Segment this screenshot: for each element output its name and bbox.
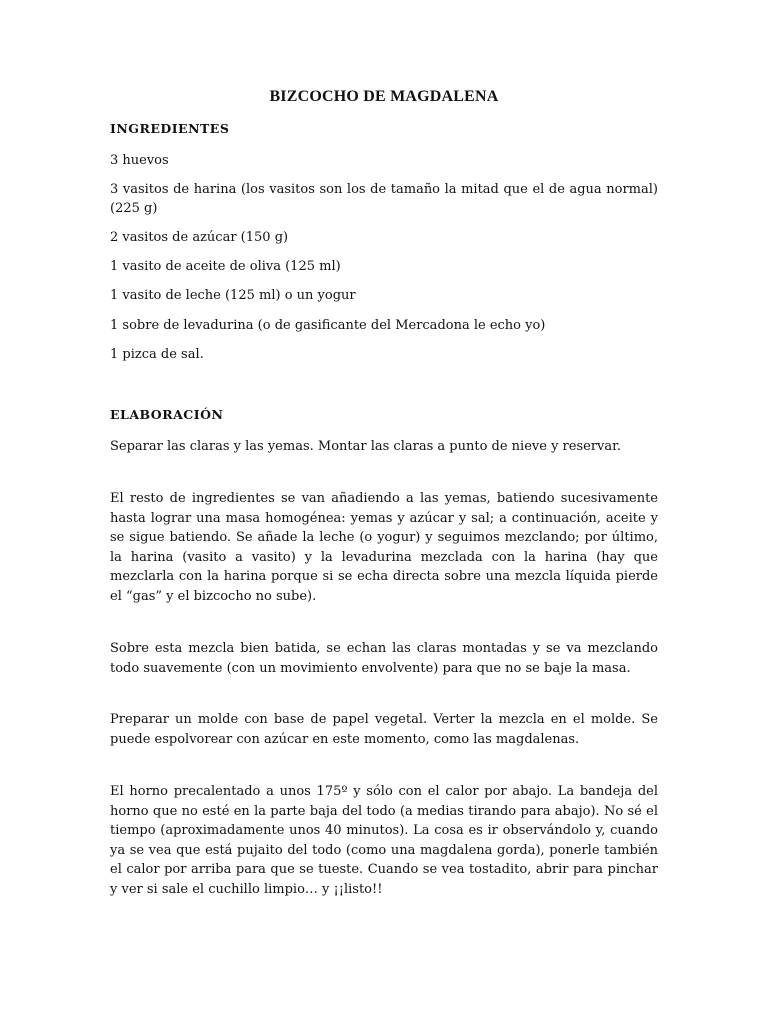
ingredient-item: 3 huevos [110, 153, 169, 168]
elaboration-paragraph: El horno precalentado a unos 175º y sólo con el calor por abajo. La bandeja del horno que no esté en la parte baja del todo (a medias tirando para abajo). No sé el tiempo (aproximadamente unos 40 minutos). La cosa es ir observándolo y, cuando ya se vea que está pujaito del todo (como una magdalena gorda), ponerle también el calor por arriba para que se tueste. Cuando se vea tostadito, abrir para pinchar y ver si sale el cuchillo limpio… y ¡¡listo!! [110, 784, 658, 897]
ingredient-item: 1 vasito de leche (125 ml) o un yogur [110, 288, 356, 303]
elaboration-paragraph: Preparar un molde con base de papel vegetal. Verter la mezcla en el molde. Se puede espolvorear con azúcar en este momento, como las magdalenas. [110, 712, 658, 747]
ingredient-item: 3 vasitos de harina (los vasitos son los de tamaño la mitad que el de agua normal) (225 g) [110, 182, 658, 216]
elaboration-paragraph: Separar las claras y las yemas. Montar las claras a punto de nieve y reservar. [110, 439, 622, 454]
ingredients-heading: INGREDIENTES [110, 121, 230, 136]
ingredient-item: 2 vasitos de azúcar (150 g) [110, 230, 289, 245]
ingredient-item: 1 sobre de levadurina (o de gasificante del Mercadona le echo yo) [110, 318, 546, 333]
ingredient-item: 1 pizca de sal. [110, 347, 204, 362]
elaboration-paragraph: Sobre esta mezcla bien batida, se echan las claras montadas y se va mezclando todo suavemente (con un movimiento envolvente) para que no se baje la masa. [110, 641, 658, 676]
elaboration-heading: ELABORACIÓN [110, 407, 224, 422]
document-title: BIZCOCHO DE MAGDALENA [269, 88, 499, 105]
elaboration-paragraph: El resto de ingredientes se van añadiendo a las yemas, batiendo sucesivamente hasta lograr una masa homogénea: yemas y azúcar y sal; a continuación, aceite y se sigue batiendo. Se añade la leche (o yogur) y seguimos mezclando; por último, la harina (vasito a vasito) y la levadurina mezclada con la harina (hay que mezclarla con la harina porque si se echa directa sobre una mezcla líquida pierde el “gas” y el bizcocho no sube). [110, 491, 658, 604]
ingredient-item: 1 vasito de aceite de oliva (125 ml) [110, 259, 341, 274]
